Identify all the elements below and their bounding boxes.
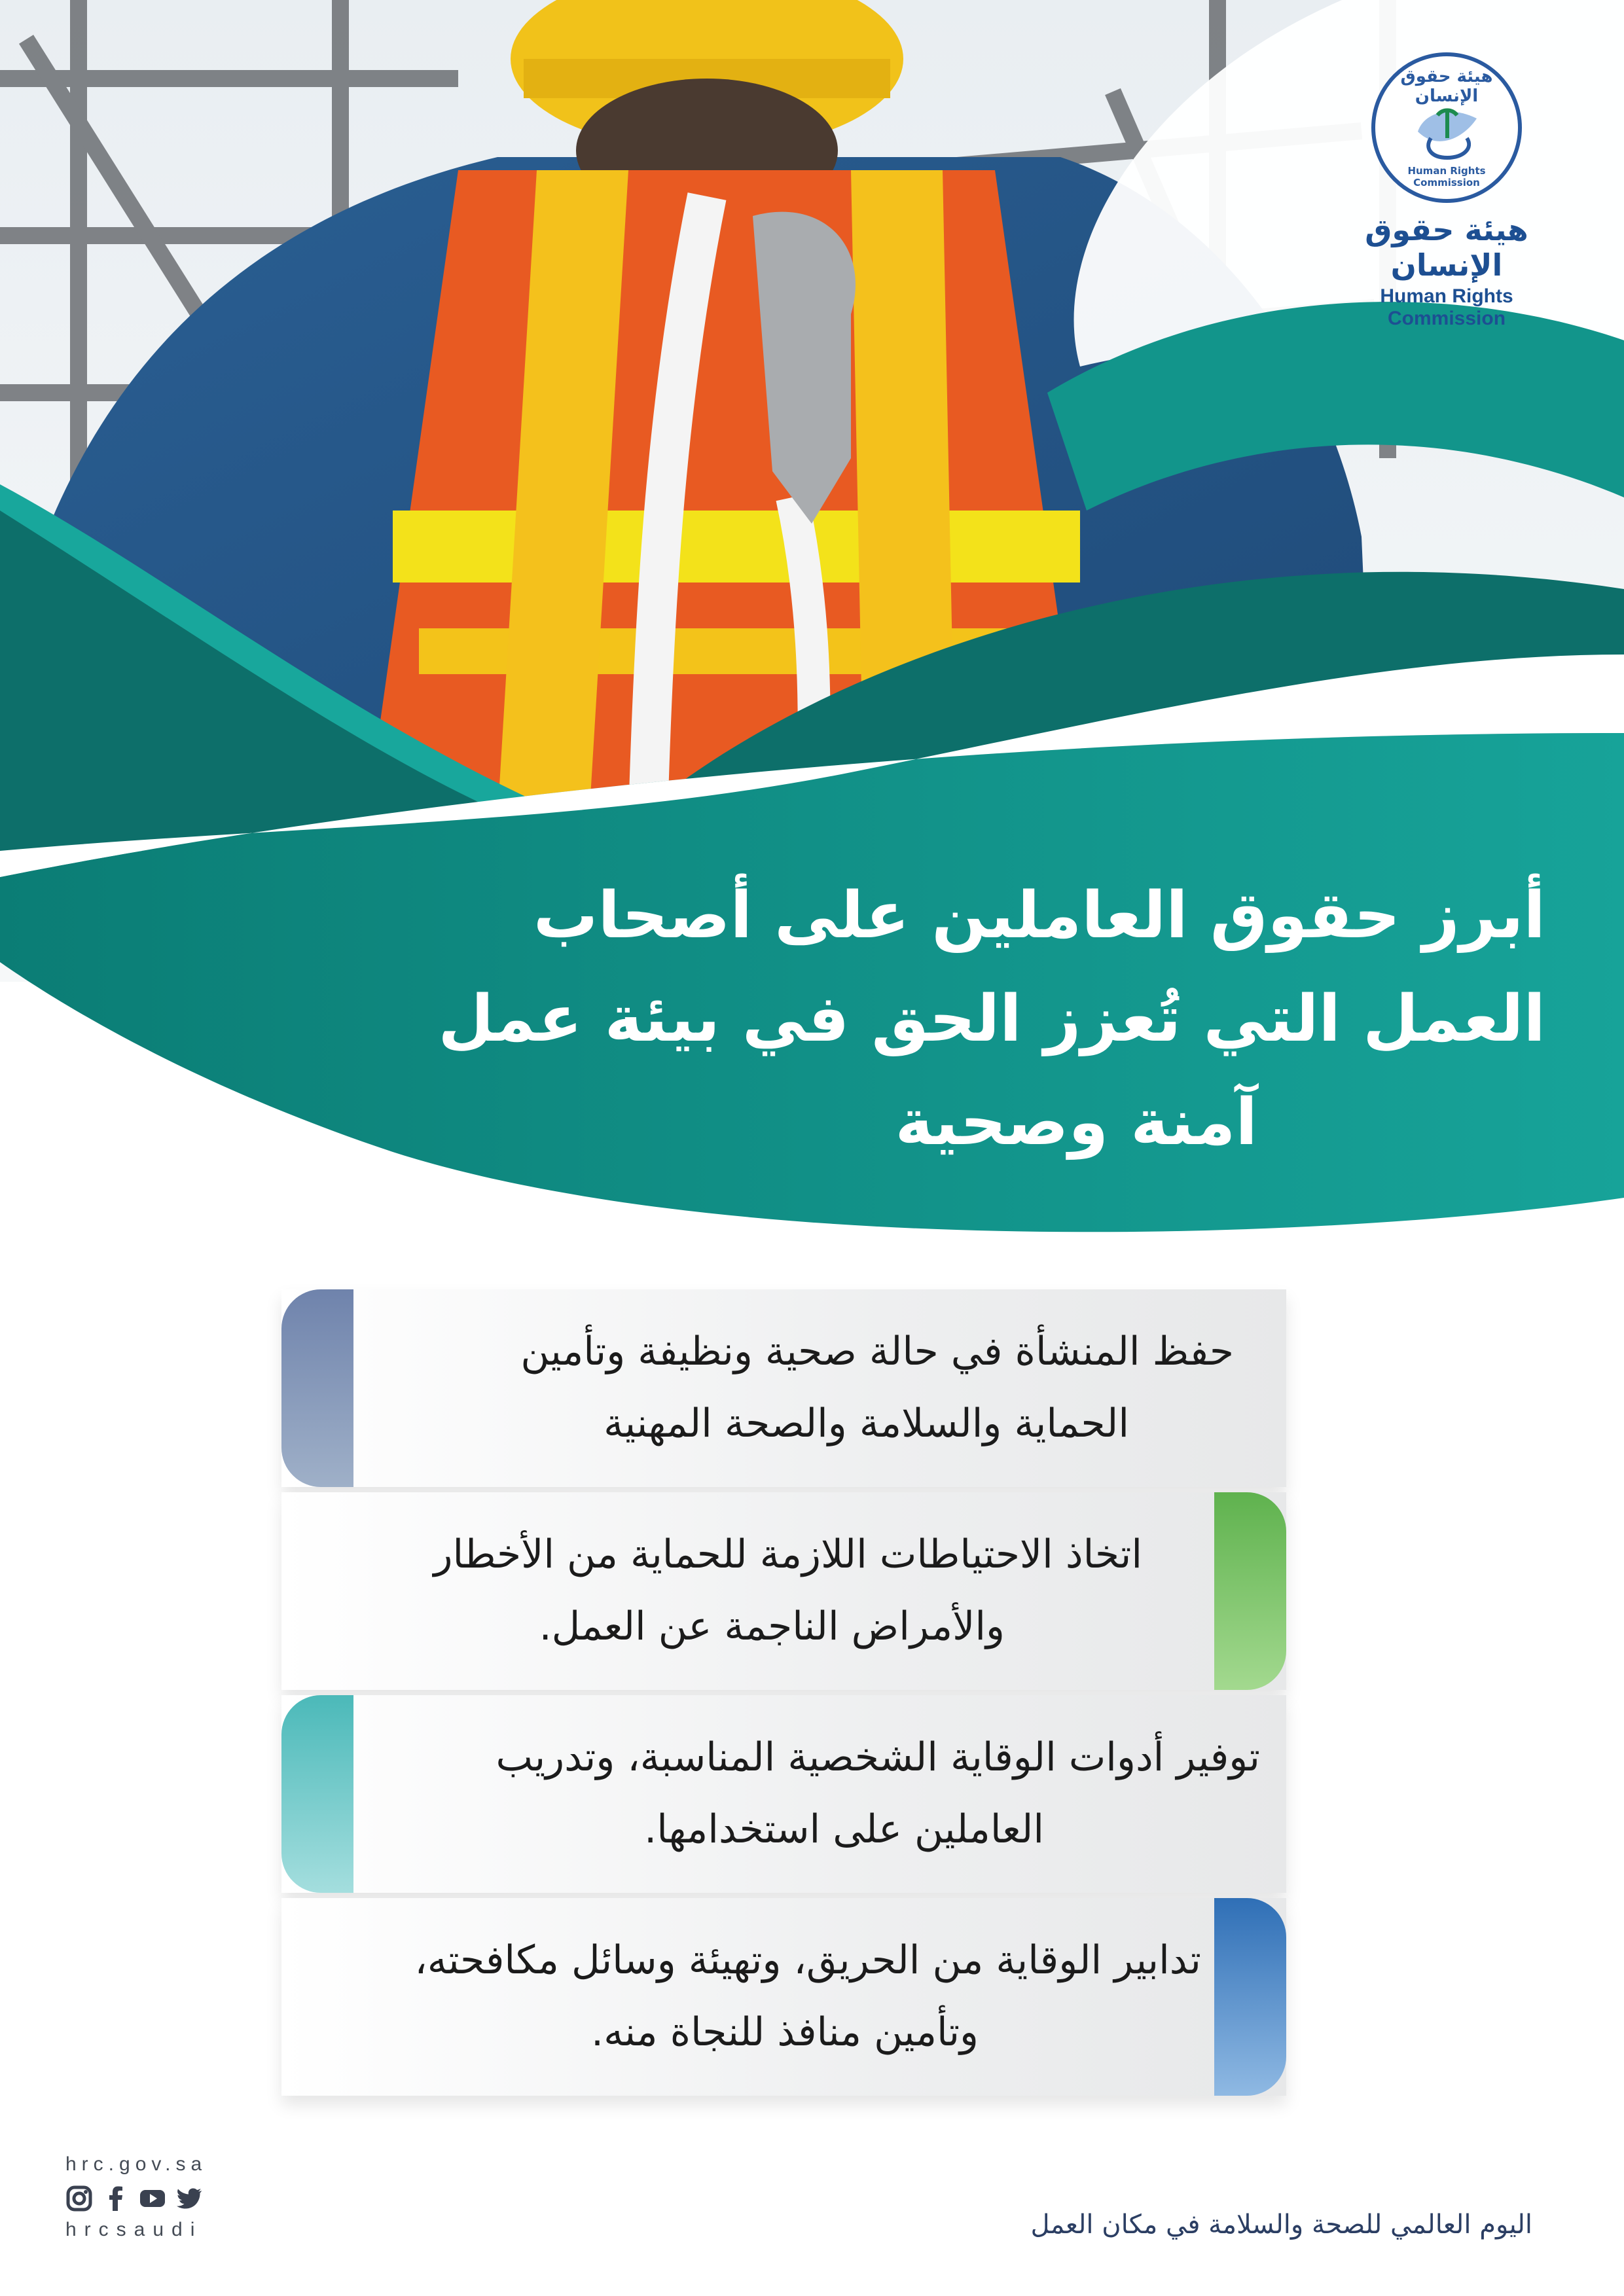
logo-name-en: Human Rights Commission xyxy=(1380,285,1513,329)
item-tab xyxy=(1214,1898,1286,2096)
campaign-title: اليوم العالمي للصحة والسلامة في مكان العمل xyxy=(1030,2210,1532,2240)
social-icons xyxy=(65,2185,223,2212)
twitter-icon[interactable] xyxy=(175,2185,203,2212)
hrc-logo xyxy=(1329,52,1564,330)
right-item-3 xyxy=(281,1695,1286,1893)
palm-swords-emblem-icon xyxy=(1411,92,1483,164)
social-block xyxy=(65,2153,223,2241)
item-tab xyxy=(281,1289,353,1487)
item-tab xyxy=(1214,1492,1286,1690)
page-title xyxy=(433,864,1545,1174)
logo-seal xyxy=(1371,52,1522,203)
logo-seal-text-ar: هيئة حقوق الإنسان xyxy=(1400,67,1493,106)
title-line-2: العمل التي تُعزز الحق في بيئة عمل xyxy=(438,982,1545,1056)
instagram-icon[interactable] xyxy=(65,2185,93,2212)
item-text: توفير أدوات الوقاية الشخصية المناسبة، وتدريب العاملين على استخدامها. xyxy=(496,1734,1260,1852)
social-handle[interactable]: hrcsaudi xyxy=(65,2219,203,2240)
item-text: اتخاذ الاحتياطات اللازمة للحماية من الأخطار والأمراض الناجمة عن العمل. xyxy=(433,1532,1142,1649)
right-item-2 xyxy=(281,1492,1286,1690)
youtube-icon[interactable] xyxy=(139,2185,166,2212)
right-item-4 xyxy=(281,1898,1286,2096)
item-tab xyxy=(281,1695,353,1893)
logo-name-ar: هيئة حقوق الإنسان xyxy=(1365,212,1528,283)
item-text: حفظ المنشأة في حالة صحية ونظيفة وتأمين الحماية والسلامة والصحة المهنية xyxy=(520,1329,1234,1446)
item-text: تدابير الوقاية من الحريق، وتهيئة وسائل مكافحته، وتأمين منافذ للنجاة منه. xyxy=(414,1937,1201,2055)
right-item-1 xyxy=(281,1289,1286,1487)
title-line-1: أبرز حقوق العاملين على أصحاب xyxy=(533,878,1545,953)
website-link[interactable]: hrc.gov.sa xyxy=(65,2153,208,2175)
title-line-3: آمنة وصحية xyxy=(895,1085,1257,1160)
facebook-icon[interactable] xyxy=(102,2185,130,2212)
logo-seal-text-en: Human Rights Commission xyxy=(1407,165,1486,188)
